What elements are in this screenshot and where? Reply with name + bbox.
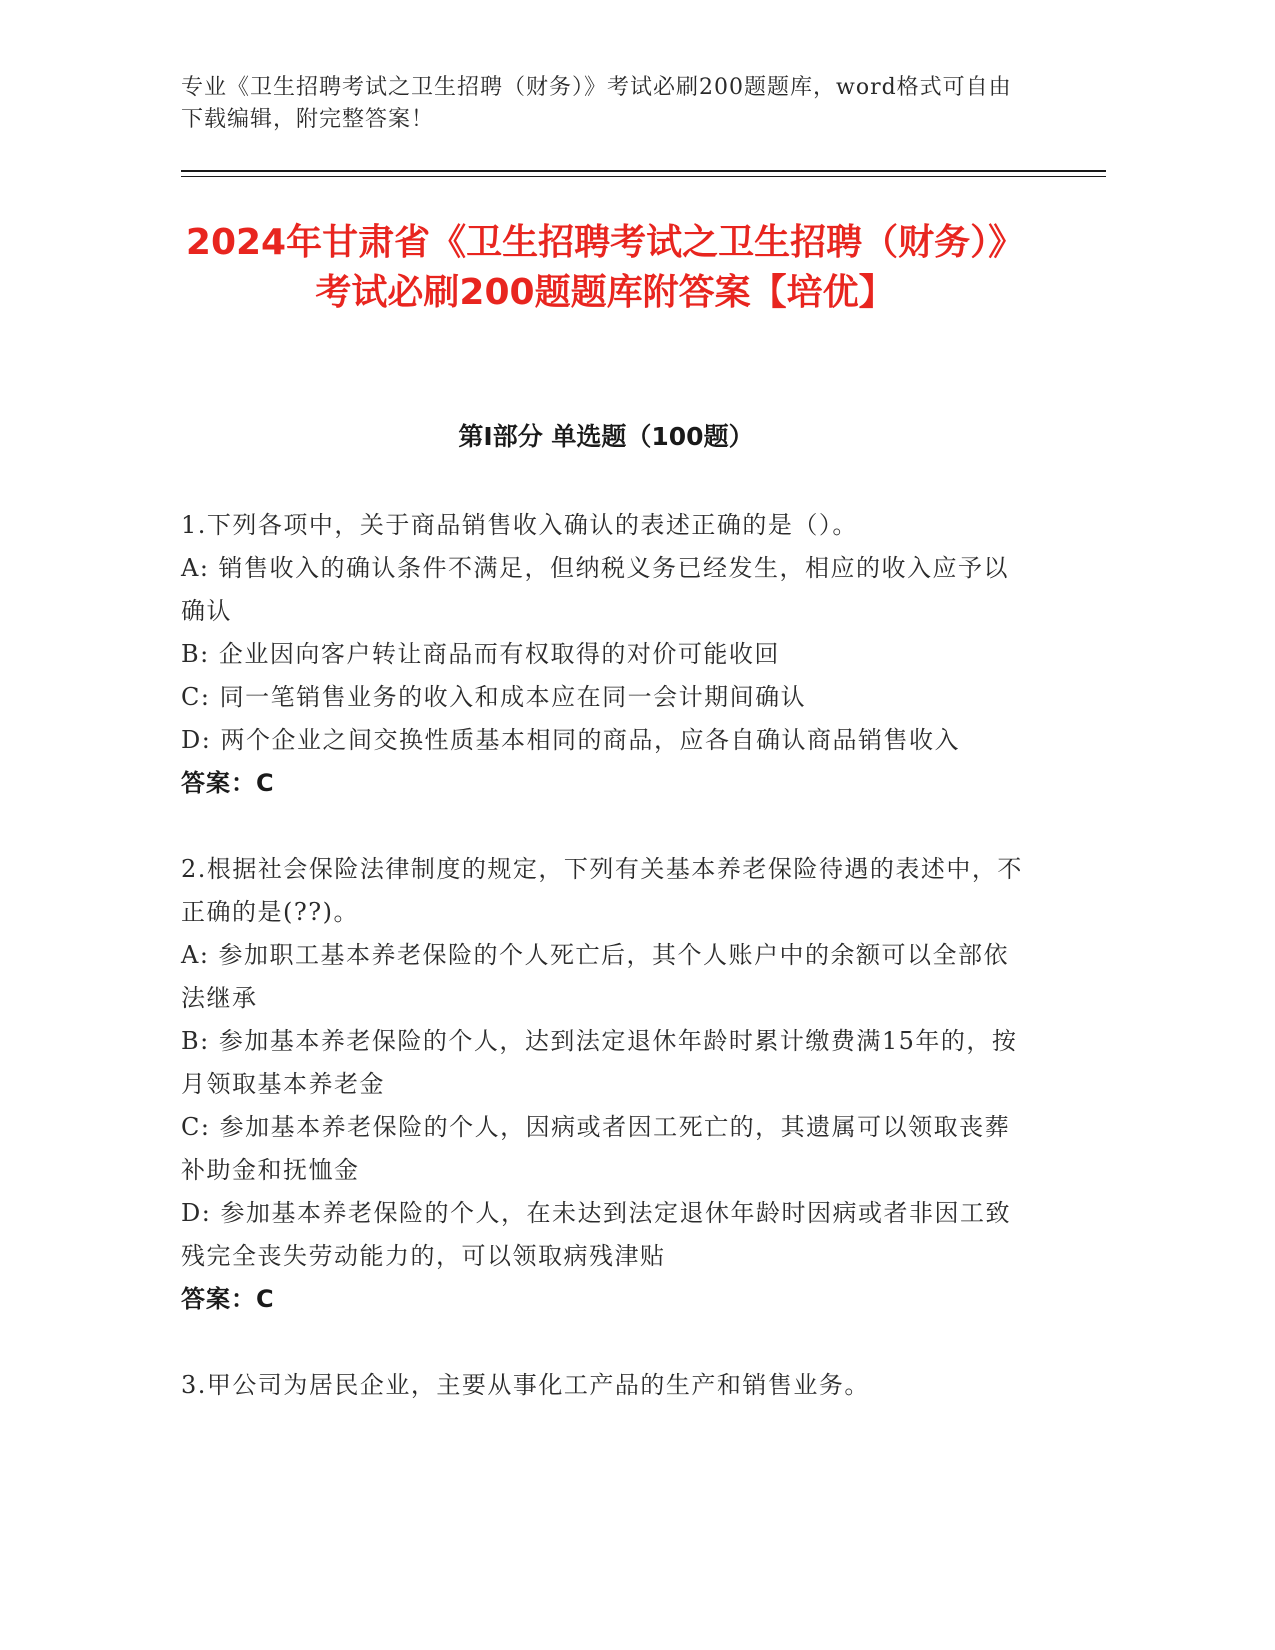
answer: 答案：C (181, 1285, 275, 1313)
option-d: D: 参加基本养老保险的个人，在未达到法定退休年龄时因病或者非因工致残完全丧失劳动能力的，可以领取病残津贴 (181, 1199, 1011, 1270)
option-b: B: 企业因向客户转让商品而有权取得的对价可能收回 (181, 640, 780, 668)
document-title: 2024年甘肃省《卫生招聘考试之卫生招聘（财务）》考试必刷200题题库附答案【培优】 (185, 222, 1025, 313)
option-b: B: 参加基本养老保险的个人，达到法定退休年龄时累计缴费满15年的，按月领取基本养老金 (181, 1027, 1018, 1098)
section-title: 第I部分 单选题（100题） (458, 422, 754, 451)
option-a: A: 参加职工基本养老保险的个人死亡后，其个人账户中的余额可以全部依法继承 (181, 941, 1010, 1012)
answer: 答案：C (181, 769, 275, 797)
question-list (181, 504, 1031, 1450)
question-text: 2.根据社会保险法律制度的规定，下列有关基本养老保险待遇的表述中，不正确的是(??)。 (181, 855, 1023, 926)
option-d: D: 两个企业之间交换性质基本相同的商品，应各自确认商品销售收入 (181, 726, 960, 754)
header-divider-thin (181, 176, 1106, 177)
option-a: A: 销售收入的确认条件不满足，但纳税义务已经发生，相应的收入应予以确认 (181, 554, 1010, 625)
question-1 (181, 504, 1031, 805)
question-text: 1.下列各项中，关于商品销售收入确认的表述正确的是（）。 (181, 511, 858, 539)
option-c: C: 同一笔销售业务的收入和成本应在同一会计期间确认 (181, 683, 807, 711)
header-divider-thick (181, 170, 1106, 172)
question-2 (181, 848, 1031, 1321)
intro-text: 专业《卫生招聘考试之卫生招聘（财务）》考试必刷200题题库，word格式可自由下载编辑，附完整答案！ (181, 75, 1012, 132)
option-c: C: 参加基本养老保险的个人，因病或者因工死亡的，其遗属可以领取丧葬补助金和抚恤金 (181, 1113, 1011, 1184)
question-text: 3.甲公司为居民企业，主要从事化工产品的生产和销售业务。 (181, 1371, 870, 1399)
question-3 (181, 1364, 1031, 1407)
